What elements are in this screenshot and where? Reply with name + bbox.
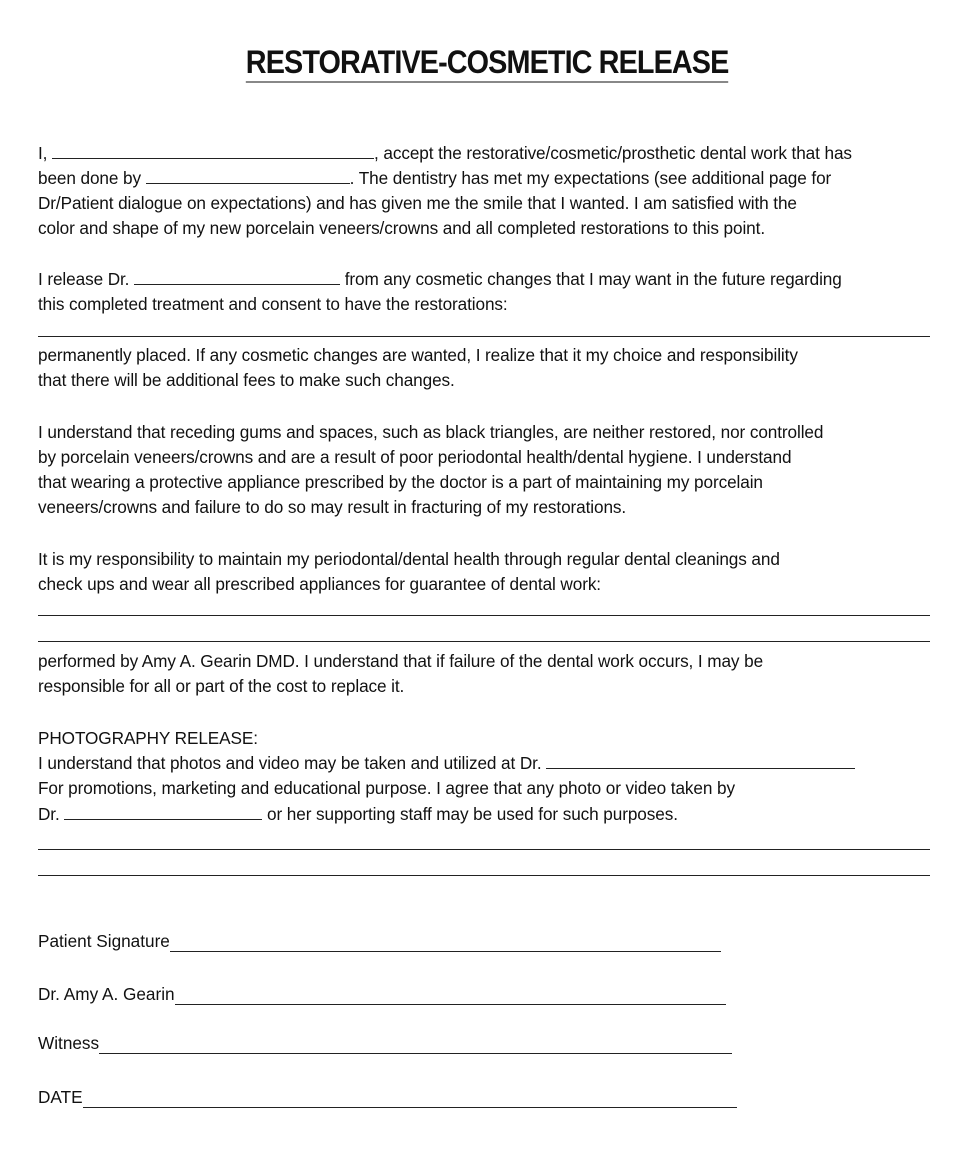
text: I understand that photos and video may be taken and utilized at Dr. [38, 753, 542, 773]
photo-line1 [38, 752, 855, 774]
doctor-signature-row [38, 983, 726, 1005]
para2-line3: permanently placed. If any cosmetic changes are wanted, I realize that it my choice and responsibility [38, 345, 798, 365]
patient-name-field[interactable] [52, 142, 374, 159]
document-title: RESTORATIVE-COSMETIC RELEASE [246, 44, 729, 83]
document-title-container [0, 44, 975, 83]
restorations-field[interactable] [38, 336, 930, 337]
date-label: DATE [38, 1087, 83, 1107]
para3-line2: by porcelain veneers/crowns and are a result of poor periodontal health/dental hygiene. I understand [38, 447, 792, 467]
witness-row [38, 1032, 732, 1054]
para4-line2: check ups and wear all prescribed appliances for guarantee of dental work: [38, 574, 601, 594]
para2-line4: that there will be additional fees to make such changes. [38, 370, 455, 390]
para3-line3: that wearing a protective appliance prescribed by the doctor is a part of maintaining my porcelain [38, 472, 763, 492]
patient-signature-row [38, 930, 721, 952]
date-row [38, 1086, 737, 1108]
dental-work-field-1[interactable] [38, 615, 930, 616]
para4-line1: It is my responsibility to maintain my periodontal/dental health through regular dental cleanings and [38, 549, 780, 569]
patient-signature-field[interactable] [170, 935, 721, 952]
para3-line1: I understand that receding gums and spaces, such as black triangles, are neither restored, nor controlled [38, 422, 824, 442]
text: Dr. [38, 804, 60, 824]
photo-dr-field[interactable] [546, 752, 855, 769]
witness-signature-field[interactable] [99, 1037, 732, 1054]
release-dr-field[interactable] [134, 268, 340, 285]
text: . The dentistry has met my expectations (see additional page for [349, 168, 832, 188]
performed-by-field[interactable] [146, 167, 350, 184]
text: or her supporting staff may be used for such purposes. [267, 804, 678, 824]
doctor-signature-field[interactable] [175, 988, 726, 1005]
para1-line1 [38, 142, 852, 164]
para4-line4: responsible for all or part of the cost to replace it. [38, 676, 405, 696]
para2-line2: this completed treatment and consent to have the restorations: [38, 294, 508, 314]
date-field[interactable] [83, 1091, 737, 1108]
text: been done by [38, 168, 141, 188]
witness-label: Witness [38, 1033, 100, 1053]
photo-line2: For promotions, marketing and educational purpose. I agree that any photo or video taken by [38, 778, 735, 798]
patient-signature-label: Patient Signature [38, 931, 170, 951]
para2-line1 [38, 268, 842, 290]
photo-line3 [38, 803, 678, 825]
para1-line4: color and shape of my new porcelain veneers/crowns and all completed restorations to this point. [38, 218, 765, 238]
photo-notes-field-1[interactable] [38, 849, 930, 850]
text: from any cosmetic changes that I may want in the future regarding [344, 269, 842, 289]
doctor-signature-label: Dr. Amy A. Gearin [38, 984, 175, 1004]
text: I, [38, 143, 48, 163]
photography-heading: PHOTOGRAPHY RELEASE: [38, 728, 258, 748]
dental-work-field-2[interactable] [38, 641, 930, 642]
text: I release Dr. [38, 269, 130, 289]
text: , accept the restorative/cosmetic/prosthetic dental work that has [374, 143, 852, 163]
para3-line4: veneers/crowns and failure to do so may result in fracturing of my restorations. [38, 497, 627, 517]
para1-line2 [38, 167, 831, 189]
para1-line3: Dr/Patient dialogue on expectations) and has given me the smile that I wanted. I am satisfied with the [38, 193, 797, 213]
para4-line3: performed by Amy A. Gearin DMD. I understand that if failure of the dental work occurs, I may be [38, 651, 764, 671]
photo-notes-field-2[interactable] [38, 875, 930, 876]
photo-dr-field-2[interactable] [64, 803, 262, 820]
